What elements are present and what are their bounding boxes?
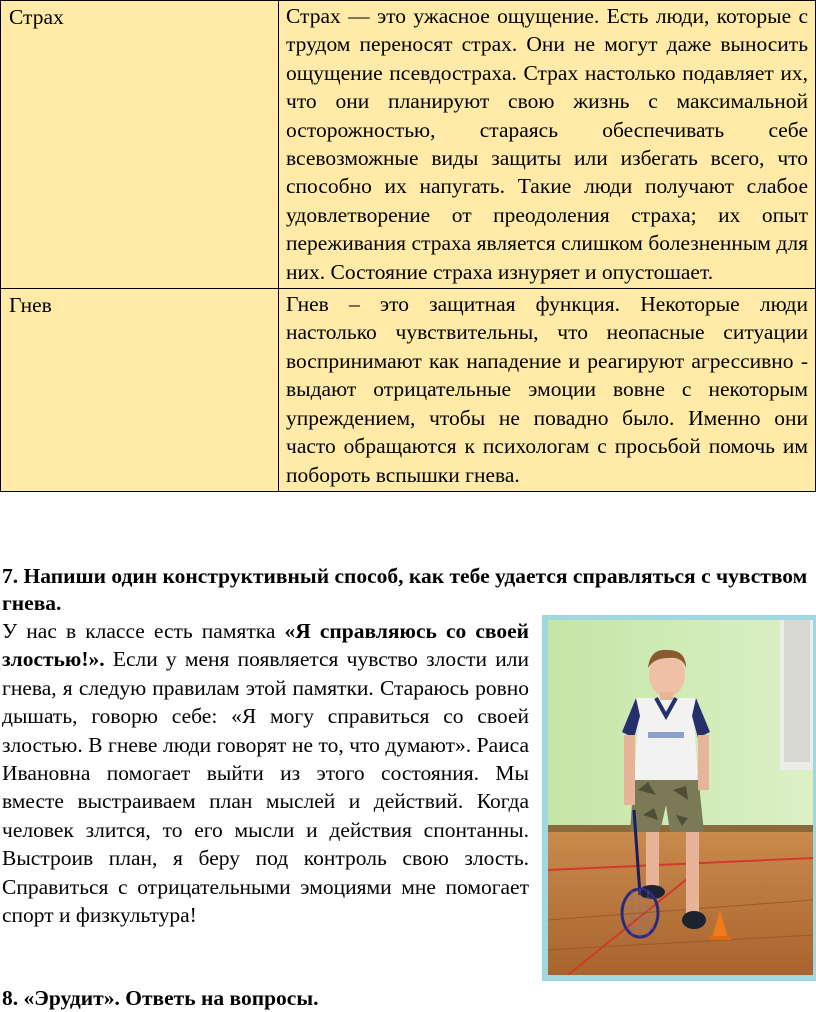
emotion-description-fear: Страх — это ужасное ощущение. Есть люди, которые с трудом переносят страх. Они не могут даже выносить ощущение псевдостраха. Страх настолько подавляет их, что они планируют свою жизнь с максимальной осторожностью, стараясь обеспечивать себе всевозможные виды защиты или избегать всего, что способно их напугать. Такие люди получают слабое удовлетворение от преодоления страха; их опыт переживания страха является слишком болезненным для них. Состояние страха изнуряет и опустошает. [279, 1, 816, 289]
answer-body: Если у меня появляется чувство злости или гнева, я следую правилам этой памятки. Стараюсь ровно дышать, говорю себе: «Я могу справиться со своей злостью. В гневе люди говорят не то, что думают». Раиса Ивановна помогает выйти из этого состояния. Мы вместе выстраиваем план мыслей и действий. Когда человек злится, то его мысли и действия спонтанны. Выстроив план, я беру под контроль свою злость. Справиться с отрицательными эмоциями мне помогает спорт и физкультура! [2, 647, 529, 928]
table-row-fear [1, 1, 816, 289]
emotion-description-anger: Гнев – это защитная функция. Некоторые люди настолько чувствительны, что неопасные ситуации воспринимают как нападение и реагируют агрессивно - выдают отрицательные эмоции вовне с некоторым упреждением, чтобы не повадно было. Именно они часто обращаются к психологам с просьбой помочь им побороть вспышки гнева. [279, 289, 816, 492]
table-row-anger [1, 289, 816, 492]
memo-title: «Я справляюсь со своей злостью!». [2, 619, 530, 672]
question-7-answer [2, 617, 529, 929]
photo-frame [542, 615, 816, 981]
question-8-title: 8. «Эрудит». Ответь на вопросы. [2, 986, 319, 1010]
boy-badminton-photo [548, 620, 813, 975]
question-7-title: 7. Напиши один конструктивный способ, как тебе удается справляться с чувством гнева. [2, 564, 808, 615]
emotion-name-fear: Страх [1, 1, 279, 289]
emotions-table [0, 0, 816, 492]
emotion-name-anger: Гнев [1, 289, 279, 492]
answer-intro: У нас в классе есть памятка [2, 619, 285, 643]
